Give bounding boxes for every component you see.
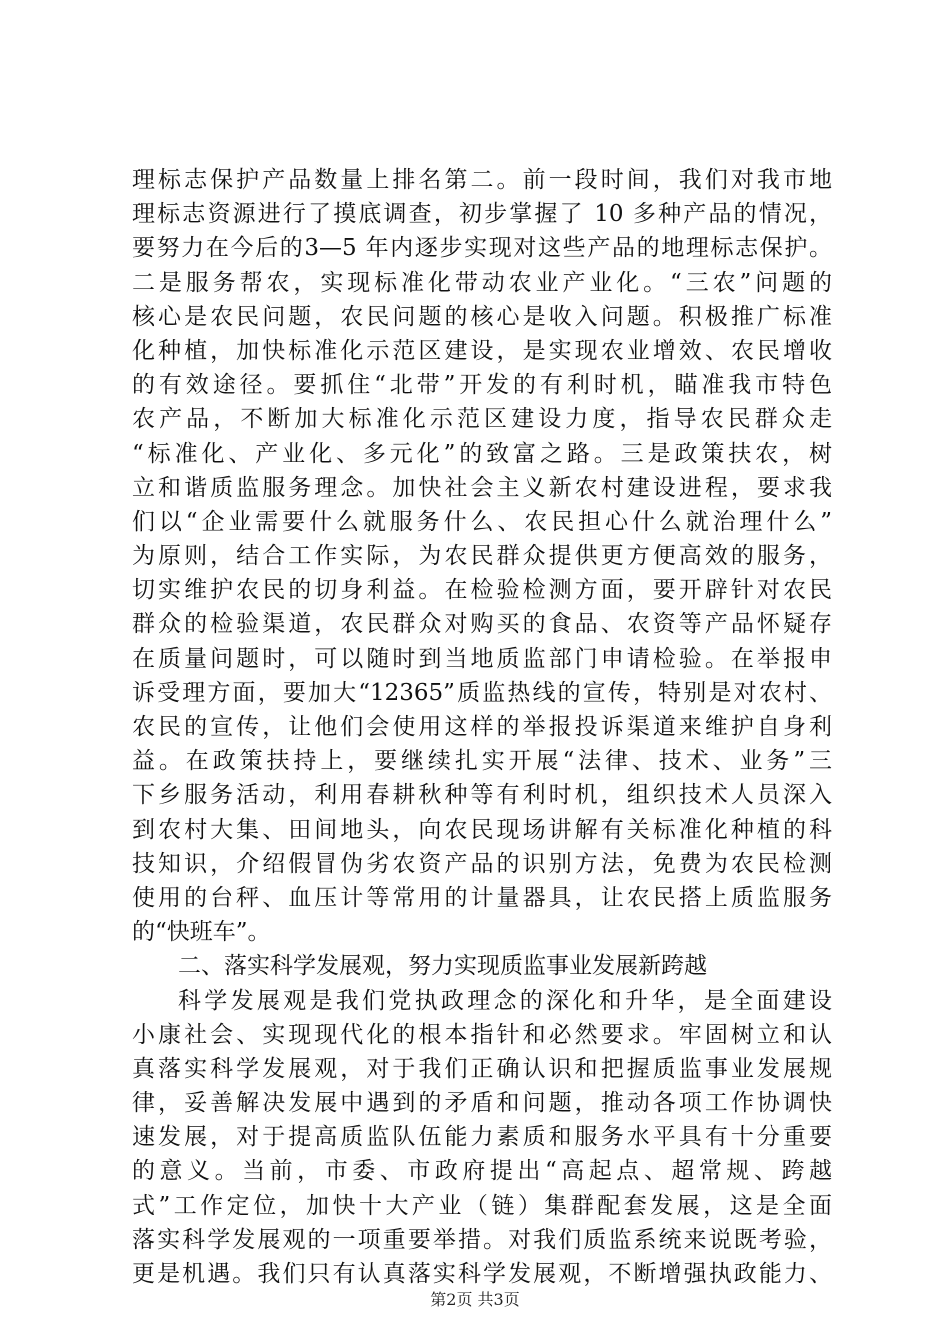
page-number-footer: 第2页 共3页 bbox=[430, 1290, 520, 1309]
text-line: 立和谐质监服务理念。加快社会主义新农村建设进程，要求我 bbox=[132, 474, 832, 501]
text-line: 群众的检验渠道，农民群众对购买的食品、农资等产品怀疑存 bbox=[132, 611, 832, 638]
text-line: 二、落实科学发展观，努力实现质监事业发展新跨越 bbox=[178, 953, 707, 980]
text-line: 理标志资源进行了摸底调查，初步掌握了 10 多种产品的情况， bbox=[132, 201, 832, 228]
text-line: 到农村大集、田间地头，向农民现场讲解有关标准化种植的科 bbox=[132, 816, 832, 843]
text-line: 核心是农民问题，农民问题的核心是收入问题。积极推广标准 bbox=[132, 303, 832, 330]
text-line: 的有效途径。要抓住“北带”开发的有利时机，瞄准我市特色 bbox=[132, 372, 832, 399]
text-line: 益。在政策扶持上，要继续扎实开展“法律、技术、业务”三 bbox=[132, 748, 832, 775]
text-line: 二是服务帮农，实现标准化带动农业产业化。“三农”问题的 bbox=[132, 269, 832, 296]
text-line: 的“快班车”。 bbox=[132, 919, 271, 946]
text-line: 为原则，结合工作实际，为农民群众提供更方便高效的服务， bbox=[132, 543, 832, 570]
text-line: 诉受理方面，要加大“12365”质监热线的宣传，特别是对农村、 bbox=[132, 679, 832, 706]
text-line: 律，妥善解决发展中遇到的矛盾和问题，推动各项工作协调快 bbox=[132, 1090, 832, 1117]
text-line: “标准化、产业化、多元化”的致富之路。三是政策扶农，树 bbox=[132, 440, 832, 467]
text-line: 下乡服务活动，利用春耕秋种等有利时机，组织技术人员深入 bbox=[132, 782, 832, 809]
body-text bbox=[132, 163, 832, 1291]
text-line: 式”工作定位，加快十大产业（链）集群配套发展，这是全面 bbox=[132, 1192, 832, 1219]
text-line: 理标志保护产品数量上排名第二。前一段时间，我们对我市地 bbox=[132, 167, 832, 193]
text-line: 更是机遇。我们只有认真落实科学发展观，不断增强执政能力、 bbox=[132, 1261, 832, 1287]
text-line: 使用的台秤、血压计等常用的计量器具，让农民搭上质监服务 bbox=[132, 884, 832, 911]
text-line: 要努力在今后的3—5 年内逐步实现对这些产品的地理标志保护。 bbox=[132, 235, 832, 262]
text-line: 技知识，介绍假冒伪劣农资产品的识别方法，免费为农民检测 bbox=[132, 850, 832, 877]
text-line: 农民的宣传，让他们会使用这样的举报投诉渠道来维护自身利 bbox=[132, 714, 832, 740]
text-line: 切实维护农民的切身利益。在检验检测方面，要开辟针对农民 bbox=[132, 577, 832, 604]
text-line: 的意义。当前，市委、市政府提出“高起点、超常规、跨越 bbox=[132, 1158, 832, 1185]
text-line: 在质量问题时，可以随时到当地质监部门申请检验。在举报申 bbox=[132, 645, 832, 672]
text-line: 速发展，对于提高质监队伍能力素质和服务水平具有十分重要 bbox=[132, 1124, 832, 1151]
text-line: 科学发展观是我们党执政理念的深化和升华，是全面建设 bbox=[178, 987, 832, 1014]
text-line: 真落实科学发展观，对于我们正确认识和把握质监事业发展规 bbox=[132, 1055, 832, 1082]
text-line: 们以“企业需要什么就服务什么、农民担心什么就治理什么” bbox=[132, 508, 832, 535]
text-line: 落实科学发展观的一项重要举措。对我们质监系统来说既考验， bbox=[132, 1226, 832, 1253]
text-line: 化种植，加快标准化示范区建设，是实现农业增效、农民增收 bbox=[132, 337, 832, 364]
text-line: 农产品，不断加大标准化示范区建设力度，指导农民群众走 bbox=[132, 406, 832, 433]
text-line: 小康社会、实现现代化的根本指针和必然要求。牢固树立和认 bbox=[132, 1021, 832, 1048]
